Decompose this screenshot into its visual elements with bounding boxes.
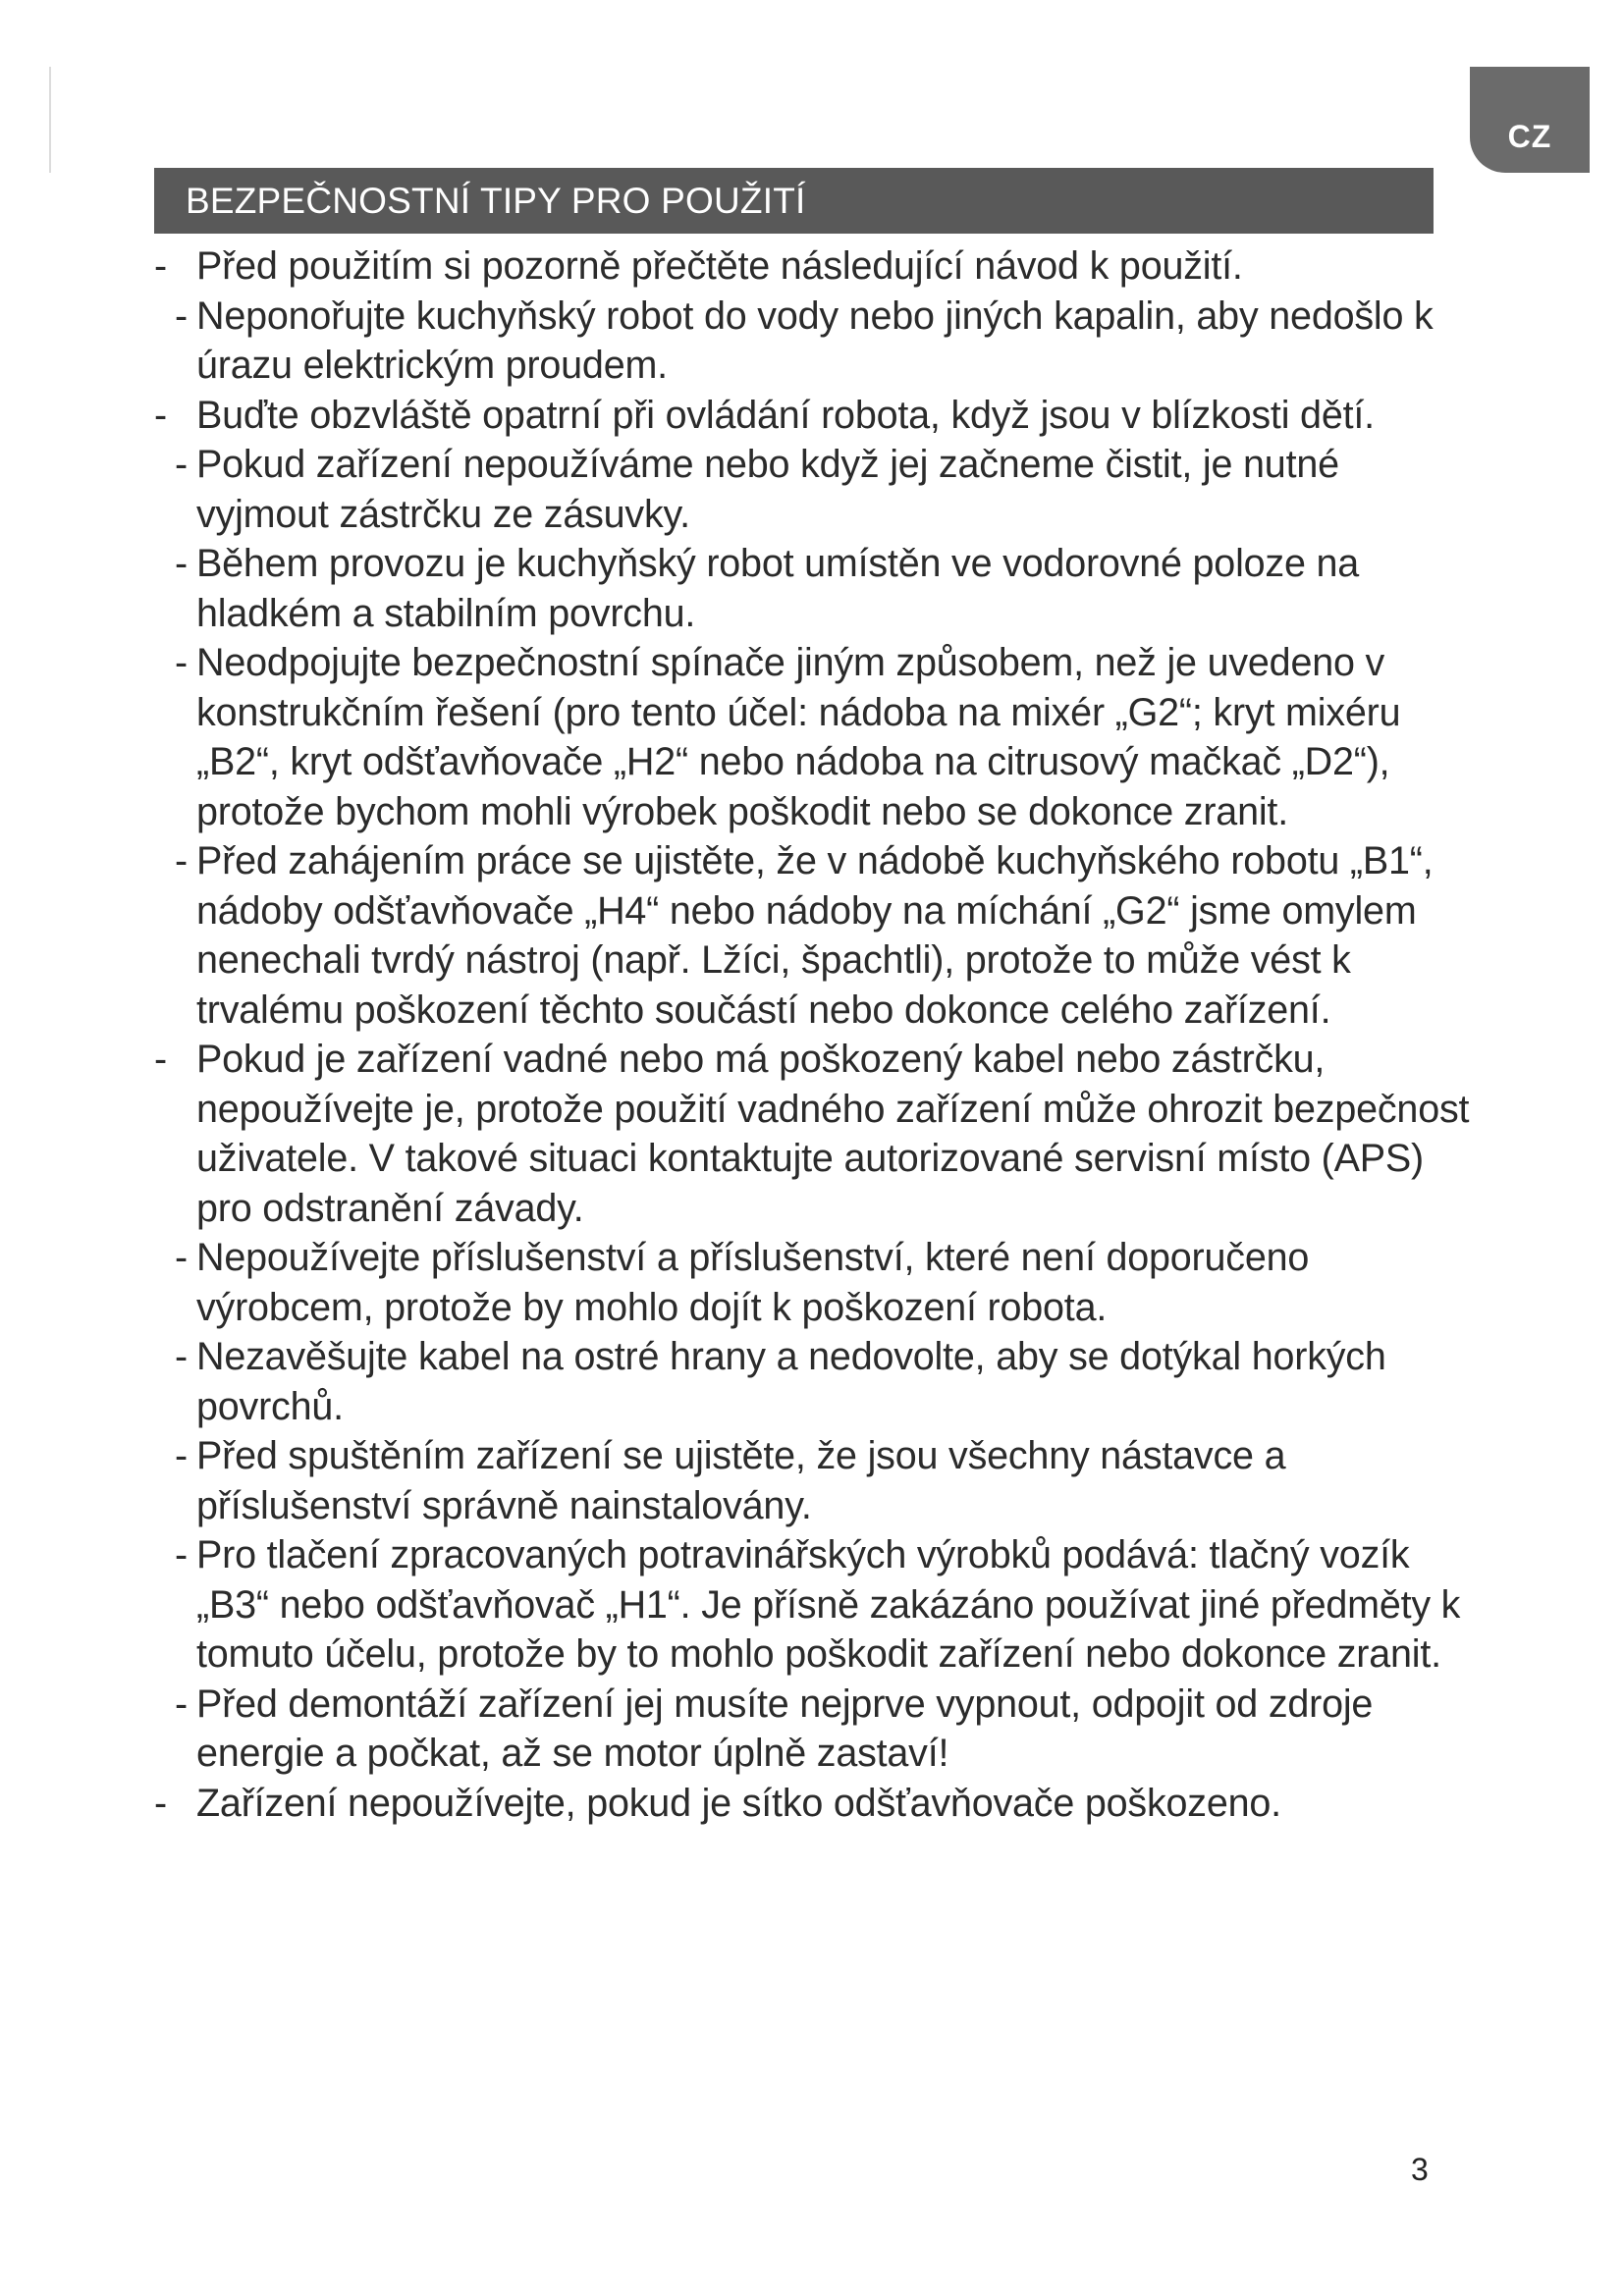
list-dash: -	[154, 1781, 167, 1825]
list-dash: -	[175, 1236, 188, 1279]
list-item	[0, 440, 1624, 539]
list-dash: -	[175, 294, 188, 338]
list-item	[0, 638, 1624, 836]
language-tab-label: CZ	[1507, 118, 1552, 154]
list-item-text: Neodpojujte bezpečnostní spínače jiným způsobem, než je uvedeno v konstrukčním řešení (pro tento účel: nádoba na mixér „G2“; kryt mixéru „B2“, kryt odšťavňovače „H2“ nebo nádoba na citrusový mačkač „D2“), protože bychom mohli výrobek poškodit nebo se dokonce zranit.	[196, 641, 1401, 833]
list-item	[0, 391, 1624, 441]
list-item-text: Před použitím si pozorně přečtěte následující návod k použití.	[196, 244, 1243, 288]
list-item-text: Buďte obzvláště opatrní při ovládání robota, když jsou v blízkosti dětí.	[196, 393, 1375, 437]
list-item	[0, 1680, 1624, 1779]
list-item	[0, 1233, 1624, 1332]
list-dash: -	[175, 839, 188, 882]
margin-line	[49, 67, 51, 173]
list-item-text: Zařízení nepoužívejte, pokud je sítko odšťavňovače poškozeno.	[196, 1781, 1281, 1825]
list-item-text: Nepoužívejte příslušenství a příslušenství, které není doporučeno výrobcem, protože by mohlo dojít k poškození robota.	[196, 1236, 1310, 1329]
list-dash: -	[154, 393, 167, 437]
list-item-text: Neponořujte kuchyňský robot do vody nebo jiných kapalin, aby nedošlo k úrazu elektrickým proudem.	[196, 294, 1434, 387]
list-item	[0, 836, 1624, 1035]
list-item-text: Před demontáží zařízení jej musíte nejprve vypnout, odpojit od zdroje energie a počkat, až se motor úplně zastaví!	[196, 1682, 1374, 1775]
list-item-text: Pokud je zařízení vadné nebo má poškozený kabel nebo zástrčku, nepoužívejte je, protože použití vadného zařízení může ohrozit bezpečnost uživatele. V takové situaci kontaktujte autorizované servisní místo (APS) pro odstranění závady.	[196, 1038, 1470, 1230]
list-item	[0, 1779, 1624, 1829]
list-item-text: Nezavěšujte kabel na ostré hrany a nedovolte, aby se dotýkal horkých povrchů.	[196, 1335, 1386, 1428]
list-item-text: Během provozu je kuchyňský robot umístěn ve vodorovné poloze na hladkém a stabilním povrchu.	[196, 542, 1360, 635]
list-dash: -	[175, 1682, 188, 1726]
list-item	[0, 1332, 1624, 1431]
page-number: 3	[1411, 2152, 1429, 2187]
list-item	[0, 1035, 1624, 1233]
language-tab	[1470, 67, 1590, 173]
list-dash: -	[154, 1038, 167, 1081]
list-dash: -	[175, 1434, 188, 1477]
list-dash: -	[175, 1533, 188, 1576]
list-dash: -	[175, 641, 188, 684]
list-item	[0, 539, 1624, 638]
list-item	[0, 292, 1624, 391]
list-dash: -	[175, 542, 188, 585]
section-title: BEZPEČNOSTNÍ TIPY PRO POUŽITÍ	[186, 181, 806, 221]
list-dash: -	[154, 244, 167, 288]
list-item-text: Před zahájením práce se ujistěte, že v nádobě kuchyňského robotu „B1“, nádoby odšťavňovače „H4“ nebo nádoby na míchání „G2“ jsme omylem nenechali tvrdý nástroj (např. Lžíci, špachtli), protože to může vést k trvalému poškození těchto součástí nebo dokonce celého zařízení.	[196, 839, 1434, 1032]
list-item-text: Před spuštěním zařízení se ujistěte, že jsou všechny nástavce a příslušenství správně nainstalovány.	[196, 1434, 1286, 1527]
list-item	[0, 241, 1624, 292]
list-dash: -	[175, 443, 188, 486]
list-dash: -	[175, 1335, 188, 1378]
list-item-text: Pokud zařízení nepoužíváme nebo když jej začneme čistit, je nutné vyjmout zástrčku ze zásuvky.	[196, 443, 1339, 536]
safety-tips-list	[0, 241, 1624, 1828]
section-header	[154, 168, 1434, 234]
list-item-text: Pro tlačení zpracovaných potravinářských výrobků podává: tlačný vozík „B3“ nebo odšťavňovač „H1“. Je přísně zakázáno používat jiné předměty k tomuto účelu, protože by to mohlo poškodit zařízení nebo dokonce zranit.	[196, 1533, 1461, 1676]
list-item	[0, 1431, 1624, 1530]
list-item	[0, 1530, 1624, 1680]
